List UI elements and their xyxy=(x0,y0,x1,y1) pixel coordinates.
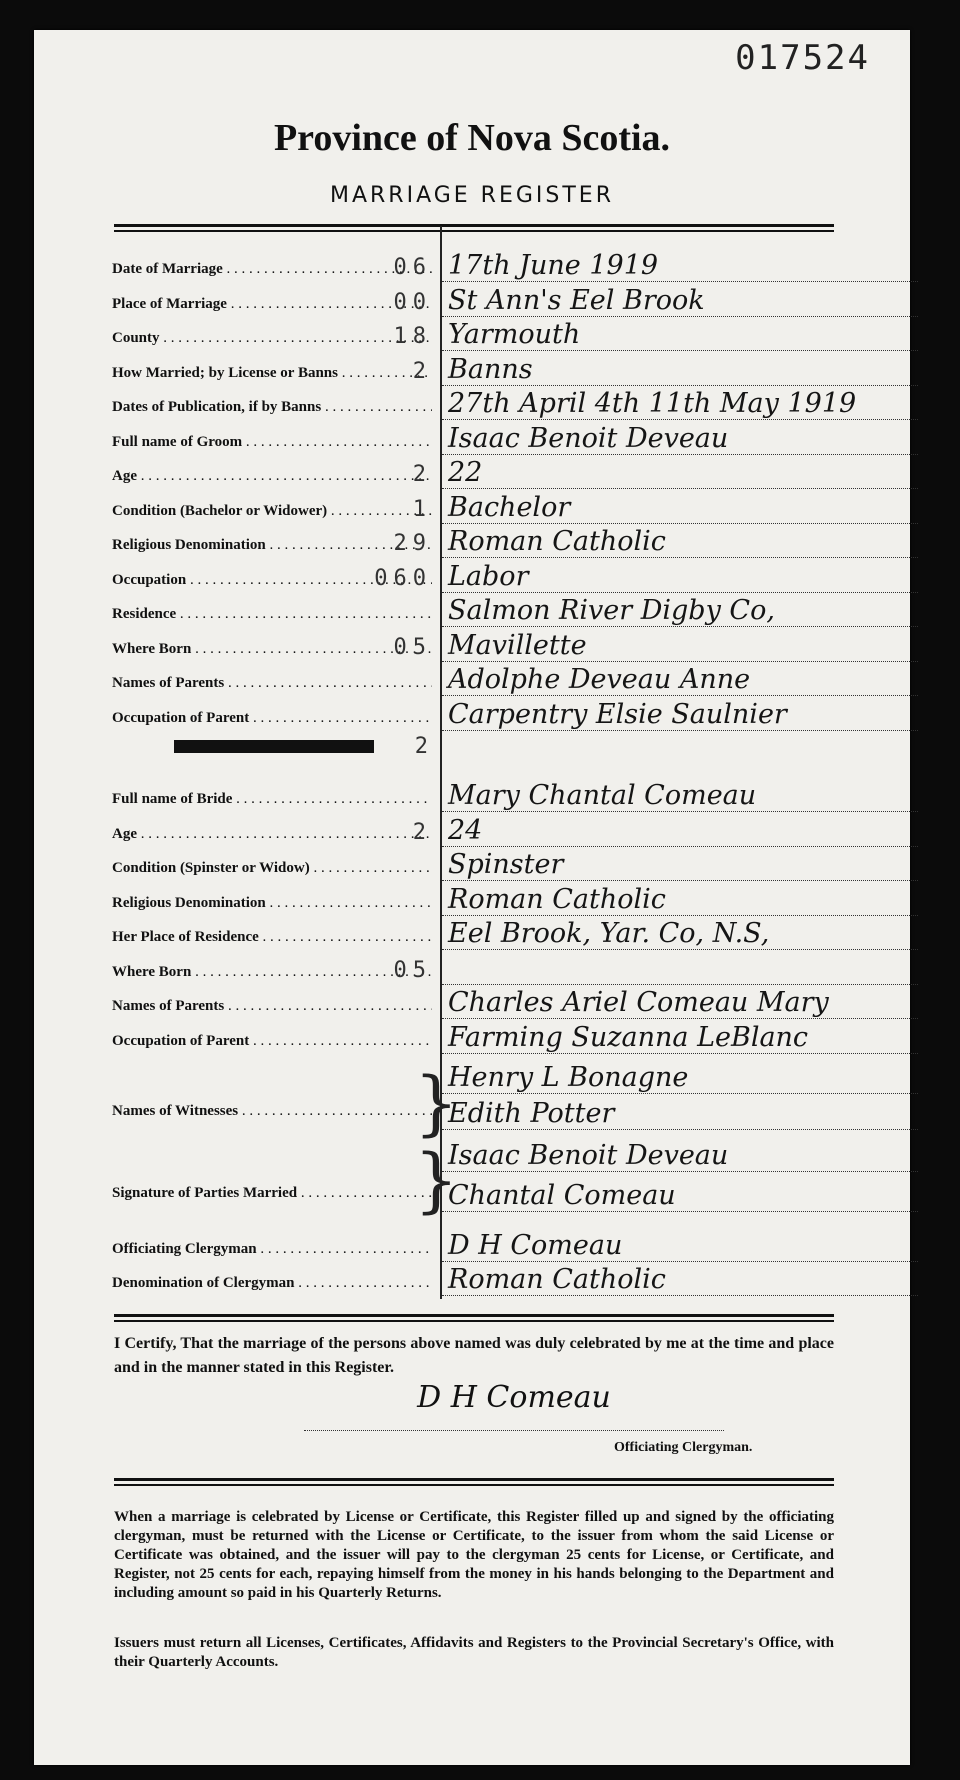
register-row xyxy=(112,662,872,696)
register-row xyxy=(112,697,872,731)
field-label: Occupation . . . xyxy=(112,572,432,589)
issuers-paragraph: Issuers must return all Licenses, Certificates, Affidavits and Registers to the Provincial Secretary's Office, with their Quarterly Accounts. xyxy=(114,1635,834,1670)
witness-brace: } xyxy=(414,1062,459,1144)
register-row xyxy=(112,559,872,593)
register-row xyxy=(112,386,872,420)
field-label: Residence . . . xyxy=(112,606,432,623)
field-value: St Ann's Eel Brook xyxy=(442,285,918,317)
field-code: 060 xyxy=(374,565,432,591)
field-label: Age . . . xyxy=(112,826,432,843)
officiating-value: D H Comeau xyxy=(442,1230,918,1262)
field-value: Bachelor xyxy=(442,492,918,524)
denomination-clergy-row xyxy=(112,1262,872,1296)
register-row xyxy=(112,813,872,847)
lower-double-rule xyxy=(114,1478,834,1486)
officiating-label: Officiating Clergyman . . . xyxy=(112,1241,432,1258)
clergyman-signature: D H Comeau xyxy=(304,1380,724,1431)
party-line-2 xyxy=(112,1178,872,1212)
field-label: Age . . . xyxy=(112,468,432,485)
bride-section-code: 2 xyxy=(414,734,434,759)
field-value: Charles Ariel Comeau Mary xyxy=(442,987,918,1019)
witness-2: Edith Potter xyxy=(442,1098,918,1130)
register-row xyxy=(112,421,872,455)
register-row xyxy=(112,524,872,558)
notice-paragraph: When a marriage is celebrated by License or Certificate, this Register filled up and signed by the officiating clergyman, must be returned with the License or Certificate, to the issuer from whom the said License or Certificate was obtained, and the issuer will pay to the clergyman 25 cents for License, or Certificate, and Register, not 25 cents for each, repaying himself from the money in his hands belonging to the Department and including amount so paid in his Quarterly Returns. xyxy=(114,1509,834,1601)
denomination-clergy-label: Denomination of Clergyman . . . xyxy=(112,1275,432,1292)
field-value: Labor xyxy=(442,561,918,593)
middle-double-rule xyxy=(114,1314,834,1322)
register-row xyxy=(112,490,872,524)
field-value: Roman Catholic xyxy=(442,884,918,916)
field-value xyxy=(442,953,918,985)
field-value: 17th June 1919 xyxy=(442,250,918,282)
field-code: 06 xyxy=(393,255,432,280)
field-label: Dates of Publication, if by Banns . . . xyxy=(112,399,432,416)
register-row xyxy=(112,352,872,386)
section-divider-bar xyxy=(174,740,374,753)
field-value: Banns xyxy=(442,354,918,386)
field-value: Salmon River Digby Co, xyxy=(442,595,918,627)
field-label: County . . . xyxy=(112,330,432,347)
register-row xyxy=(112,248,872,282)
field-label: Occupation of Parent . . . xyxy=(112,1033,432,1050)
field-value: Mavillette xyxy=(442,630,918,662)
field-label: Date of Marriage . . . xyxy=(112,261,432,278)
field-value: Isaac Benoit Deveau xyxy=(442,423,918,455)
register-row xyxy=(112,455,872,489)
field-value: Yarmouth xyxy=(442,319,918,351)
field-code: 1 xyxy=(412,496,432,522)
party-1: Isaac Benoit Deveau xyxy=(442,1140,918,1172)
field-label: Religious Denomination . . . xyxy=(112,895,432,912)
register-row xyxy=(112,317,872,351)
field-value: Mary Chantal Comeau xyxy=(442,780,918,812)
field-label: Where Born . . . xyxy=(112,964,432,981)
field-label: Condition (Bachelor or Widower) . . . xyxy=(112,503,432,520)
field-label: Place of Marriage . . . xyxy=(112,296,432,313)
parties-label: Signature of Parties Married . . . xyxy=(112,1185,432,1202)
field-label: Names of Parents . . . xyxy=(112,998,432,1015)
field-label: Full name of Bride . . . xyxy=(112,791,432,808)
register-row xyxy=(112,593,872,627)
party-line-1 xyxy=(112,1138,872,1172)
denomination-clergy-value: Roman Catholic xyxy=(442,1264,918,1296)
field-code: 00 xyxy=(393,289,432,315)
top-double-rule xyxy=(114,224,834,232)
register-row xyxy=(112,916,872,950)
field-value: Eel Brook, Yar. Co, N.S, xyxy=(442,918,918,950)
field-value: 27th April 4th 11th May 1919 xyxy=(442,388,918,420)
field-value: 22 xyxy=(442,457,918,489)
field-label: Her Place of Residence . . . xyxy=(112,929,432,946)
register-row xyxy=(112,985,872,1019)
field-code: 05 xyxy=(393,634,432,660)
field-value: Adolphe Deveau Anne xyxy=(442,664,918,696)
field-label: How Married; by License or Banns . . . xyxy=(112,365,432,382)
witness-line-1 xyxy=(112,1060,872,1094)
field-label: Occupation of Parent . . . xyxy=(112,710,432,727)
officiating-row xyxy=(112,1228,872,1262)
witness-line-2 xyxy=(112,1096,872,1130)
field-value: Spinster xyxy=(442,849,918,881)
field-code: 2 xyxy=(412,358,432,384)
field-code: 05 xyxy=(393,957,432,983)
register-row xyxy=(112,847,872,881)
field-value: Roman Catholic xyxy=(442,526,918,558)
document-title: Province of Nova Scotia. xyxy=(273,117,671,159)
certification-text: I Certify, That the marriage of the persons above named was duly celebrated by me at the time and place and in the manner stated in this Register. xyxy=(114,1335,834,1376)
register-row xyxy=(112,951,872,985)
field-value: 24 xyxy=(442,815,918,847)
register-row xyxy=(112,882,872,916)
field-value: Carpentry Elsie Saulnier xyxy=(442,699,918,731)
register-row xyxy=(112,1020,872,1054)
document-subtitle: MARRIAGE REGISTER xyxy=(329,183,614,208)
field-code: 29 xyxy=(393,531,432,556)
field-value: Farming Suzanna LeBlanc xyxy=(442,1022,918,1054)
register-row xyxy=(112,778,872,812)
field-label: Religious Denomination . . . xyxy=(112,537,432,554)
field-label: Condition (Spinster or Widow) . . . xyxy=(112,860,432,877)
signer-label: Officiating Clergyman. xyxy=(614,1440,753,1455)
field-code: 2 xyxy=(412,462,432,487)
field-label: Where Born . . . xyxy=(112,641,432,658)
witness-1: Henry L Bonagne xyxy=(442,1062,918,1094)
field-code: 18 xyxy=(393,324,432,349)
field-label: Names of Parents . . . xyxy=(112,675,432,692)
field-label: Full name of Groom . . . xyxy=(112,434,432,451)
register-row xyxy=(112,283,872,317)
register-row xyxy=(112,628,872,662)
registration-number: 017524 xyxy=(735,38,870,78)
field-code: 2 xyxy=(412,819,432,845)
parties-brace: } xyxy=(414,1139,459,1221)
witnesses-label: Names of Witnesses . . . xyxy=(112,1103,432,1120)
party-2: Chantal Comeau xyxy=(442,1180,918,1212)
register-sheet xyxy=(34,30,910,1765)
